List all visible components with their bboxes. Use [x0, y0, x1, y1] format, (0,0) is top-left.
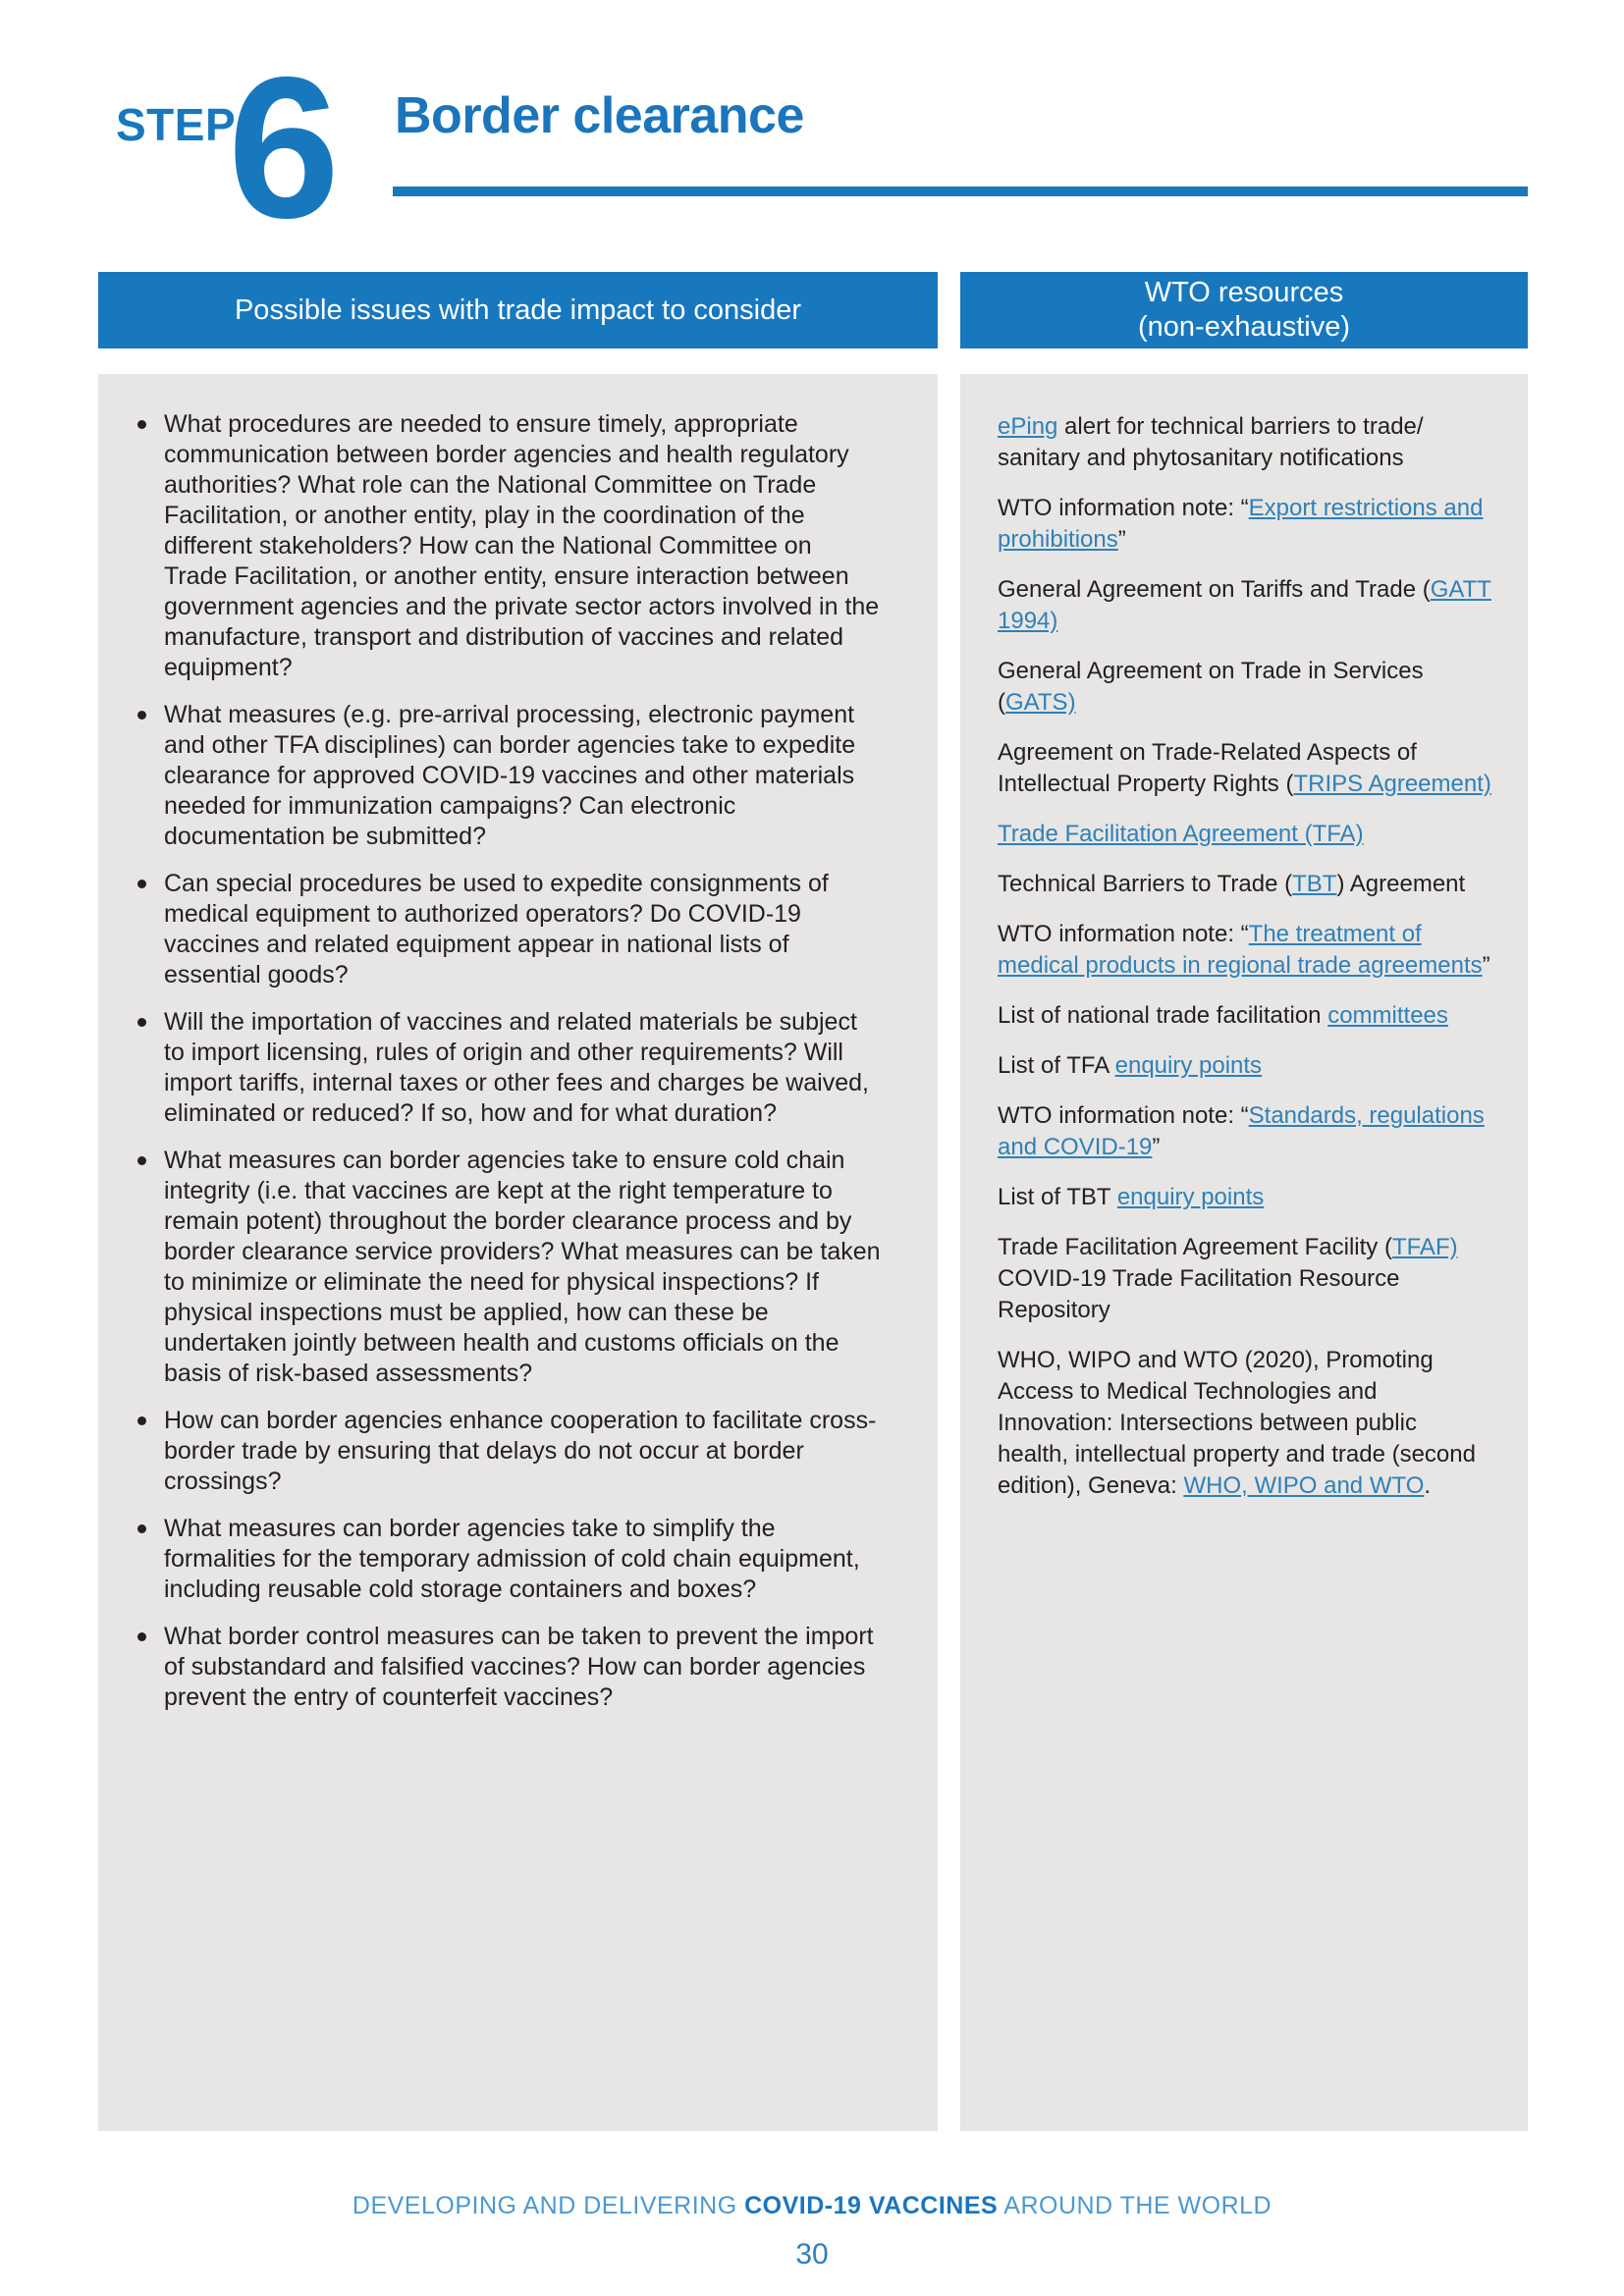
resource-item: [998, 869, 1492, 900]
resource-text: ”: [1482, 952, 1490, 979]
resource-text: Technical Barriers to Trade (: [998, 871, 1293, 897]
resource-text: ”: [1152, 1134, 1161, 1160]
resource-item: [998, 574, 1492, 637]
resource-text: COVID-19 Trade Facilitation Resource Repository: [998, 1265, 1400, 1323]
resource-text: .: [1424, 1472, 1432, 1499]
title-rule: [393, 187, 1528, 196]
issue-bullet: Will the importation of vaccines and related materials be subject to import licensing, rules of origin and other requirements? Will import tariffs, internal taxes or other fees and charges be waived, eliminated or reduced? If so, how and for what duration?: [131, 1007, 881, 1129]
resource-item: [998, 1182, 1492, 1213]
resource-link[interactable]: GATS): [1005, 689, 1076, 716]
resource-text: List of TBT: [998, 1184, 1117, 1210]
issue-bullet: What measures (e.g. pre-arrival processing, electronic payment and other TFA disciplines) can border agencies take to expedite clearance for approved COVID-19 vaccines and other materials needed for immunization campaigns? Can electronic documentation be submitted?: [131, 700, 881, 852]
resource-text: ”: [1117, 526, 1126, 553]
resource-text: alert for technical barriers to trade/ sanitary and phytosanitary notifications: [998, 413, 1424, 471]
footer-prefix: DEVELOPING AND DELIVERING: [352, 2192, 745, 2219]
resource-text: Agreement on Trade-Related Aspects of Intellectual Property Rights (: [998, 739, 1417, 797]
resource-text: List of TFA: [998, 1052, 1115, 1079]
resource-item: [998, 1345, 1492, 1502]
resource-link[interactable]: The treatment of medical products in regional trade agreements: [998, 921, 1483, 979]
page-title: Border clearance: [395, 87, 804, 144]
resources-column-header-text: WTO resources (non-exhaustive): [1138, 277, 1350, 343]
resource-text: ) Agreement: [1336, 871, 1466, 897]
issues-list: [131, 409, 900, 1713]
step-number: 6: [228, 35, 341, 260]
resource-text: WTO information note: “: [998, 921, 1249, 947]
resource-text: WHO, WIPO and WTO (2020), Promoting Access to Medical Technologies and Innovation: Intersections between public health, intellectual property and trade (second edition), Geneva:: [998, 1347, 1476, 1499]
resource-link[interactable]: ePing: [998, 413, 1058, 440]
resource-link[interactable]: GATT 1994): [998, 576, 1491, 634]
issues-column-body: [98, 374, 938, 2131]
resource-text: WTO information note: “: [998, 1102, 1249, 1129]
resources-list: [960, 374, 1528, 2131]
issues-column-header-text: Possible issues with trade impact to consider: [234, 294, 802, 326]
issue-bullet: Can special procedures be used to expedite consignments of medical equipment to authorized operators? Do COVID-19 vaccines and related equipment appear in national lists of essential goods?: [131, 869, 881, 990]
resources-column: [960, 272, 1528, 2131]
resource-text: WTO information note: “: [998, 495, 1249, 521]
resource-text: General Agreement on Tariffs and Trade (: [998, 576, 1431, 603]
resource-link[interactable]: enquiry points: [1116, 1184, 1265, 1210]
footer-bold: COVID-19 VACCINES: [744, 2192, 999, 2219]
resource-item: [998, 819, 1492, 850]
issue-bullet: What measures can border agencies take to ensure cold chain integrity (i.e. that vaccines are kept at the right temperature to remain potent) throughout the border clearance process and by border clearance service providers? What measures can be taken to minimize or eliminate the need for physical inspections? If physical inspections must be applied, how can these be undertaken jointly between health and customs officials on the basis of risk-based assessments?: [131, 1146, 881, 1389]
issue-bullet: What border control measures can be taken to prevent the import of substandard and falsified vaccines? How can border agencies prevent the entry of counterfeit vaccines?: [131, 1622, 881, 1713]
resource-link[interactable]: TBT: [1292, 871, 1337, 897]
resource-item: [998, 411, 1492, 474]
resource-item: [998, 1232, 1492, 1326]
resource-text: Trade Facilitation Agreement Facility (: [998, 1234, 1392, 1260]
resources-column-header: [960, 272, 1528, 348]
resource-link[interactable]: WHO, WIPO and WTO: [1183, 1472, 1425, 1499]
resource-link[interactable]: committees: [1327, 1002, 1448, 1029]
resource-link[interactable]: Standards, regulations and COVID-19: [998, 1102, 1485, 1160]
issue-bullet: How can border agencies enhance cooperation to facilitate cross-border trade by ensuring that delays do not occur at border crossings?: [131, 1406, 881, 1497]
resource-link[interactable]: TFAF): [1391, 1234, 1458, 1260]
resource-link[interactable]: TRIPS Agreement): [1293, 771, 1491, 797]
page-number: 30: [795, 2238, 829, 2270]
issue-bullet: What measures can border agencies take to simplify the formalities for the temporary admission of cold chain equipment, including reusable cold storage containers and boxes?: [131, 1514, 881, 1605]
resource-link[interactable]: Export restrictions and prohibitions: [998, 495, 1484, 553]
step-label: STEP: [116, 99, 237, 150]
resource-item: [998, 1000, 1492, 1032]
resource-item: [998, 737, 1492, 800]
resource-item: [998, 656, 1492, 719]
resource-item: [998, 493, 1492, 556]
resource-link[interactable]: enquiry points: [1114, 1052, 1263, 1079]
footer-line: [0, 2192, 1624, 2220]
footer-suffix: AROUND THE WORLD: [998, 2192, 1272, 2219]
resource-item: [998, 919, 1492, 982]
resource-text: List of national trade facilitation: [998, 1002, 1328, 1029]
resource-text: General Agreement on Trade in Services (: [998, 658, 1424, 716]
resource-item: [998, 1050, 1492, 1082]
resource-link[interactable]: Trade Facilitation Agreement (TFA): [998, 821, 1364, 847]
issues-column-header: [98, 272, 938, 348]
issues-column: [98, 272, 938, 2131]
resource-item: [998, 1100, 1492, 1163]
issue-bullet: What procedures are needed to ensure timely, appropriate communication between border agencies and health regulatory authorities? What role can the National Committee on Trade Facilitation, or another entity, play in the coordination of the different stakeholders? How can the National Committee on Trade Facilitation, or another entity, ensure interaction between government agencies and the private sector actors involved in the manufacture, transport and distribution of vaccines and related equipment?: [131, 409, 881, 683]
